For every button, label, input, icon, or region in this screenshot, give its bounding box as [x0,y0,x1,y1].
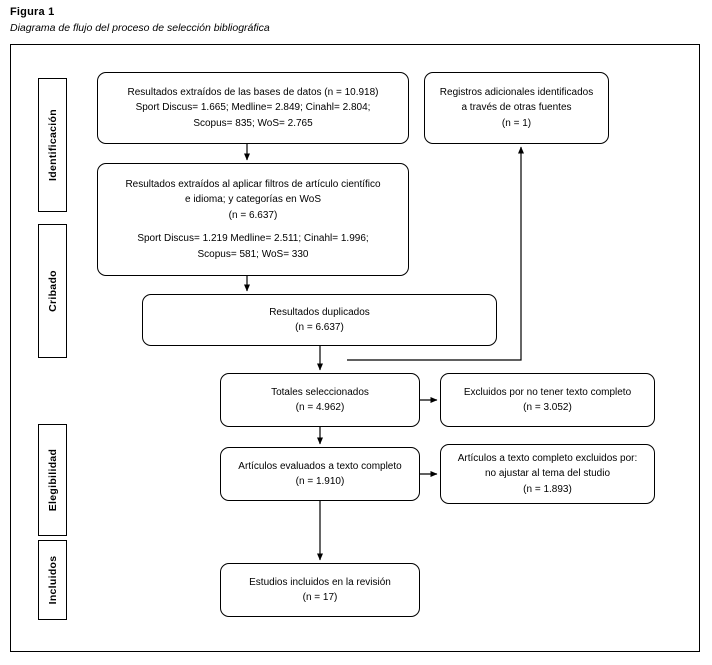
box-screened-totals [220,373,420,427]
box-additional-records-line1: Registros adicionales identificados [439,86,594,98]
box-included-studies-line2: (n = 17) [302,592,338,603]
box-records-databases [97,72,409,144]
box-duplicates [142,294,497,346]
stage-cribado-label: Cribado [46,270,59,312]
box-excluded-no-fulltext-line2: (n = 3.052) [523,402,572,413]
box-screened-totals-line1: Totales seleccionados [271,386,369,398]
box-additional-records [424,72,609,144]
box-included-studies-line1: Estudios incluidos en la revisión [249,576,391,588]
box-filtered-records-line1: Resultados extraídos al aplicar filtros de artículo científico [125,178,381,190]
box-fulltext-assessed-line1: Artículos evaluados a texto completo [238,460,402,472]
box-fulltext-excluded-line2: no ajustar al tema del studio [484,468,611,480]
stage-elegibilidad-label: Elegibilidad [46,448,59,512]
box-filtered-records-line4: Sport Discus= 1.219 Medline= 2.511; Cinahl= 1.996; [137,233,369,245]
stage-cribado [38,224,67,358]
box-included-studies [220,563,420,617]
box-additional-records-line3: (n = 1) [501,117,532,129]
box-records-databases-line1: Resultados extraídos de las bases de datos (n = 10.918) [127,86,379,98]
box-additional-records-line2: a través de otras fuentes [461,102,572,114]
stage-identificacion-label: Identificación [46,109,59,181]
box-duplicates-line1: Resultados duplicados [269,306,370,318]
stage-incluidos [38,540,67,620]
box-screened-totals-line2: (n = 4.962) [295,402,345,413]
figure-caption: Diagrama de flujo del proceso de selección bibliográfica [10,22,270,34]
box-fulltext-excluded-line3: (n = 1.893) [523,483,572,495]
box-records-databases-line3: Scopus= 835; WoS= 2.765 [193,117,313,129]
box-filtered-records [97,163,409,276]
box-fulltext-assessed-line2: (n = 1.910) [295,476,345,487]
box-filtered-records-line2: e idioma; y categorías en WoS [185,194,321,206]
stage-identificacion [38,78,67,212]
box-filtered-records-line5: Scopus= 581; WoS= 330 [197,248,309,260]
box-excluded-no-fulltext [440,373,655,427]
box-excluded-no-fulltext-line1: Excluidos por no tener texto completo [463,386,632,398]
box-records-databases-line2: Sport Discus= 1.665; Medline= 2.849; Cinahl= 2.804; [135,102,371,114]
stage-incluidos-label: Incluidos [46,555,59,605]
stage-elegibilidad [38,424,67,536]
box-duplicates-line2: (n = 6.637) [295,322,344,333]
box-fulltext-assessed [220,447,420,501]
box-filtered-records-line3: (n = 6.637) [228,209,278,221]
box-fulltext-excluded-line1: Artículos a texto completo excluidos por: [457,452,638,464]
box-fulltext-excluded [440,444,655,504]
figure-label: Figura 1 [10,6,55,18]
